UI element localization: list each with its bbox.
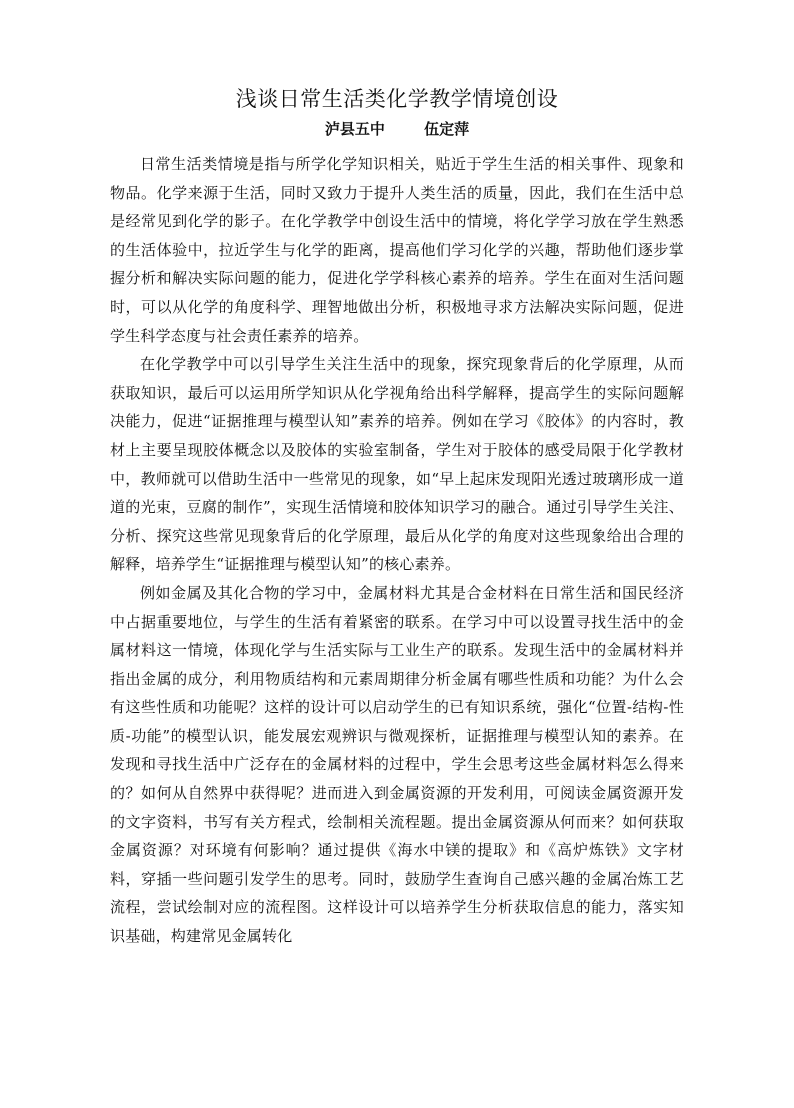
paragraph-2: 在化学教学中可以引导学生关注生活中的现象，探究现象背后的化学原理，从而获取知识，最后可以运用所学知识从化学视角给出科学解释，提高学生的实际问题解决能力，促进“证据推理与模型认知”素养的培养。例如在学习《胶体》的内容时，教材上主要呈现胶体概念以及胶体的实验室制备，学生对于胶体的感受局限于化学教材中，教师就可以借助生活中一些常见的现象，如“早上起床发现阳光透过玻璃形成一道道的光束，豆腐的制作”，实现生活情境和胶体知识学习的融合。通过引导学生关注、分析、探究这些常见现象背后的化学原理，最后从化学的角度对这些现象给出合理的解释，培养学生“证据推理与模型认知”的核心素养。 — [110, 355, 684, 574]
document-body — [110, 150, 684, 951]
document-title: 浅谈日常生活类化学教学情境创设 — [235, 87, 559, 111]
author-name: 伍定萍 — [424, 120, 470, 138]
paragraph-3: 例如金属及其化合物的学习中，金属材料尤其是合金材料在日常生活和国民经济中占据重要地位，与学生的生活有着紧密的联系。在学习中可以设置寻找生活中的金属材料这一情境，体现化学与生活实际与工业生产的联系。发现生活中的金属材料并指出金属的成分，利用物质结构和元素周期律分析金属有哪些性质和功能？为什么会有这些性质和功能呢？这样的设计可以启动学生的已有知识系统，强化“位置-结构-性质-功能”的模型认识，能发展宏观辨识与微观探析，证据推理与模型认知的素养。在发现和寻找生活中广泛存在的金属材料的过程中，学生会思考这些金属材料怎么得来的？如何从自然界中获得呢？进而进入到金属资源的开发利用，可阅读金属资源开发的文字资料，书写有关方程式，绘制相关流程题。提出金属资源从何而来？如何获取金属资源？对环境有何影响？通过提供《海水中镁的提取》和《高炉炼铁》文字材料，穿插一些问题引发学生的思考。同时，鼓励学生查询自己感兴趣的金属冶炼工艺流程，尝试绘制对应的流程图。这样设计可以培养学生分析获取信息的能力，落实知识基础，构建常见金属转化 — [110, 583, 684, 946]
byline — [0, 118, 794, 140]
author-school: 泸县五中 — [324, 120, 385, 138]
paragraph-1: 日常生活类情境是指与所学化学知识相关，贴近于学生生活的相关事件、现象和物品。化学来源于生活，同时又致力于提升人类生活的质量，因此，我们在生活中总是经常见到化学的影子。在化学教学中创设生活中的情境，将化学学习放在学生熟悉的生活体验中，拉近学生与化学的距离，提高他们学习化学的兴趣，帮助他们逐步掌握分析和解决实际问题的能力，促进化学学科核心素养的培养。学生在面对生活问题时，可以从化学的角度科学、理智地做出分析，积极地寻求方法解决实际问题，促进学生科学态度与社会责任素养的培养。 — [110, 155, 684, 345]
